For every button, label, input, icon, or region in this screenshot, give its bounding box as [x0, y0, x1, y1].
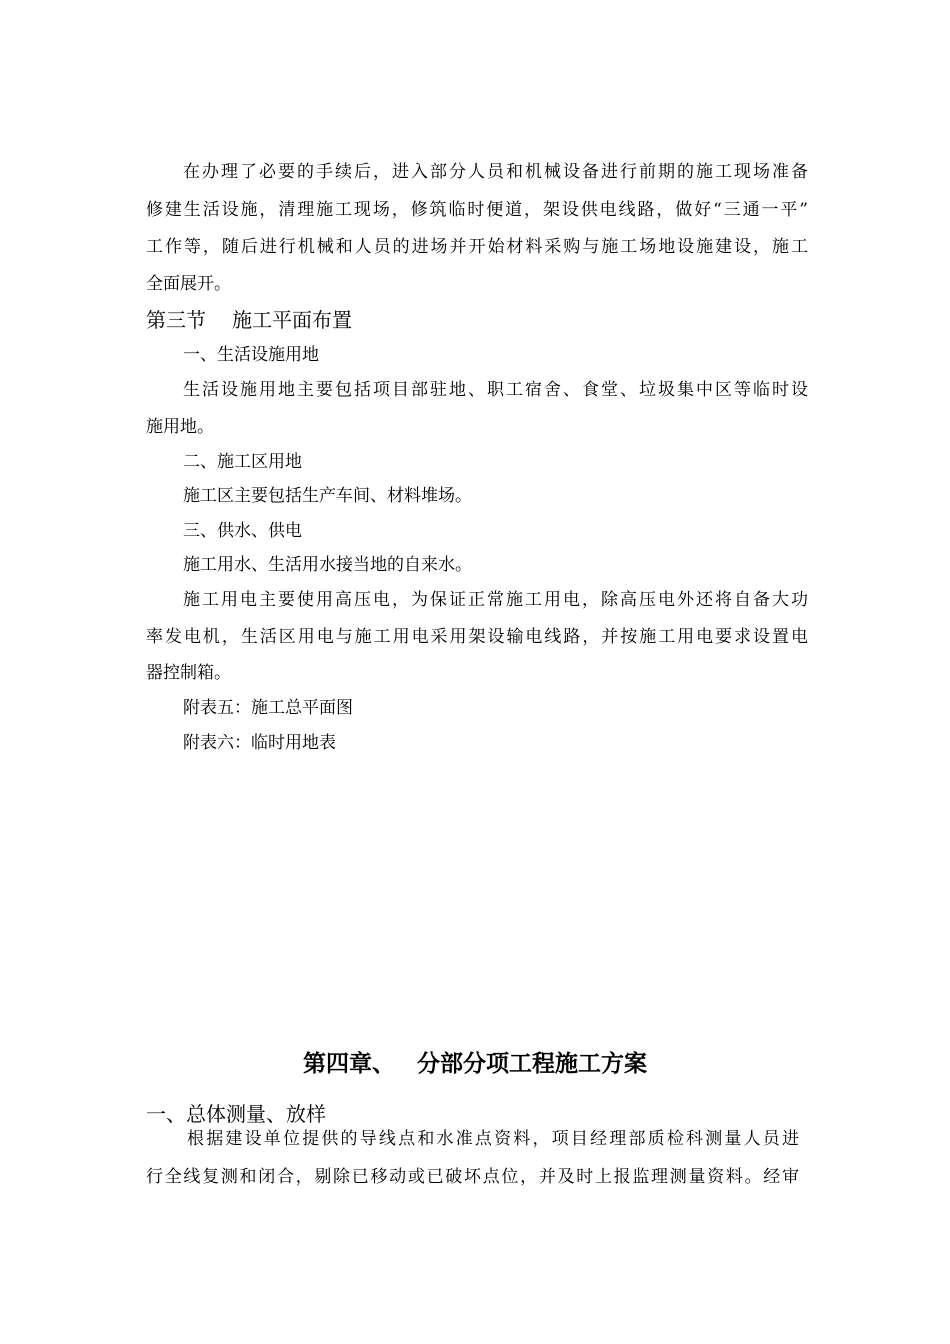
item1-line-2: 施用地。 — [146, 417, 214, 437]
chapter-name: 分部分项工程施工方案 — [417, 1050, 647, 1077]
intro-line-2: 修建生活设施，清理施工现场，修筑临时便道，架设供电线路，做好“三通一平” — [146, 200, 808, 220]
item2-title: 二、施工区用地 — [183, 452, 302, 472]
item1-line-1: 生活设施用地主要包括项目部驻地、职工宿舍、食堂、垃圾集中区等临时设 — [183, 380, 808, 400]
appendix-5: 附表五：施工总平面图 — [183, 698, 353, 718]
sub1-line-1: 根据建设单位提供的导线点和水准点资料，项目经理部质检科测量人员进 — [187, 1129, 799, 1149]
sub1-title: 一、总体测量、放样 — [146, 1102, 326, 1126]
intro-line-1: 在办理了必要的手续后，进入部分人员和机械设备进行前期的施工现场准备 — [183, 162, 808, 182]
item3-water: 施工用水、生活用水接当地的自来水。 — [183, 555, 472, 575]
appendix-6: 附表六：临时用地表 — [183, 733, 336, 753]
section-number: 第三节 — [146, 308, 206, 332]
section-title: 施工平面布置 — [232, 308, 352, 332]
intro-line-3: 工作等，随后进行机械和人员的进场并开始材料采购与施工场地设施建设，施工 — [146, 237, 808, 257]
chapter-title — [0, 1049, 950, 1079]
item2-text: 施工区主要包括生产车间、材料堆场。 — [183, 486, 472, 506]
sub1-line-2: 行全线复测和闭合，剔除已移动或已破坏点位，并及时上报监理测量资料。经审 — [146, 1167, 799, 1187]
item3-power-line-3: 器控制箱。 — [146, 663, 231, 683]
item3-title: 三、供水、供电 — [183, 521, 302, 541]
item1-title: 一、生活设施用地 — [183, 345, 319, 365]
item3-power-line-2: 率发电机，生活区用电与施工用电采用架设输电线路，并按施工用电要求设置电 — [146, 627, 808, 647]
intro-line-4: 全面展开。 — [146, 274, 231, 294]
chapter-number: 第四章、 — [303, 1050, 395, 1077]
item3-power-line-1: 施工用电主要使用高压电，为保证正常施工用电，除高压电外还将自备大功 — [183, 590, 808, 610]
section-heading — [146, 307, 352, 333]
